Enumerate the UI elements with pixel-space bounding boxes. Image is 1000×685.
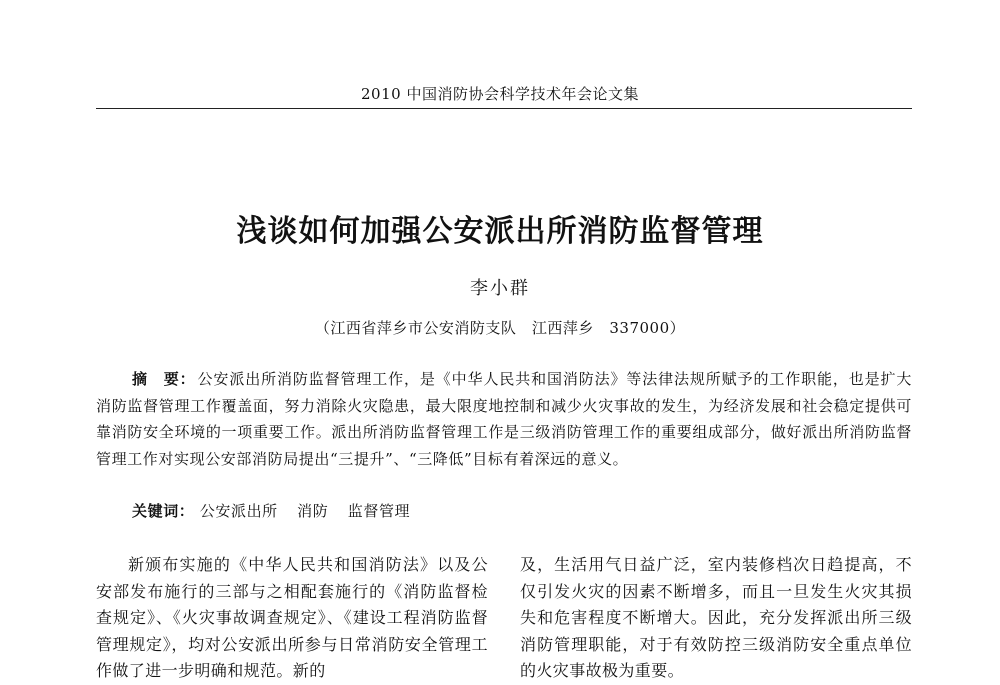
keyword-item: 监督管理 — [347, 502, 411, 520]
paper-title: 浅谈如何加强公安派出所消防监督管理 — [236, 214, 764, 249]
body-paragraph: 新颁布实施的《中华人民共和国消防法》以及公安部发布施行的三部与之相配套施行的《消防监督检查规定》、《火灾事故调查规定》、《建设工程消防监督管理规定》，均对公安派出所参与日常消防安全管理工作做了进一步明确和规范。新的 — [96, 555, 488, 680]
author-affiliation: （江西省萍乡市公安消防支队 江西萍乡 337000） — [314, 319, 686, 337]
keyword-item: 消防 — [297, 502, 329, 520]
keywords — [132, 500, 424, 521]
running-head: 2010 中国消防协会科学技术年会论文集 — [361, 85, 639, 103]
body-right-column — [520, 552, 912, 685]
keyword-item: 公安派出所 — [199, 502, 278, 520]
author-name: 李小群 — [470, 278, 530, 299]
header-rule — [96, 108, 912, 109]
body-left-column — [96, 552, 488, 685]
abstract — [96, 366, 912, 472]
keywords-label: 关键词： — [132, 502, 195, 520]
body-paragraph: 及，生活用气日益广泛，室内装修档次日趋提高，不仅引发火灾的因素不断增多，而且一旦发生火灾其损失和危害程度不断增大。因此，充分发挥派出所三级消防管理职能，对于有效防控三级消防安全重点单位的火灾事故极为重要。 — [520, 555, 912, 680]
abstract-label: 摘 要： — [132, 370, 196, 388]
abstract-text: 公安派出所消防监督管理工作，是《中华人民共和国消防法》等法律法规所赋予的工作职能，也是扩大消防监督管理工作覆盖面，努力消除火灾隐患，最大限度地控制和减少火灾事故的发生，为经济发展和社会稳定提供可靠消防安全环境的一项重要工作。派出所消防监督管理工作是三级消防管理工作的重要组成部分，做好派出所消防监督管理工作对实现公安部消防局提出“三提升”、“三降低”目标有着深远的意义。 — [96, 370, 912, 468]
